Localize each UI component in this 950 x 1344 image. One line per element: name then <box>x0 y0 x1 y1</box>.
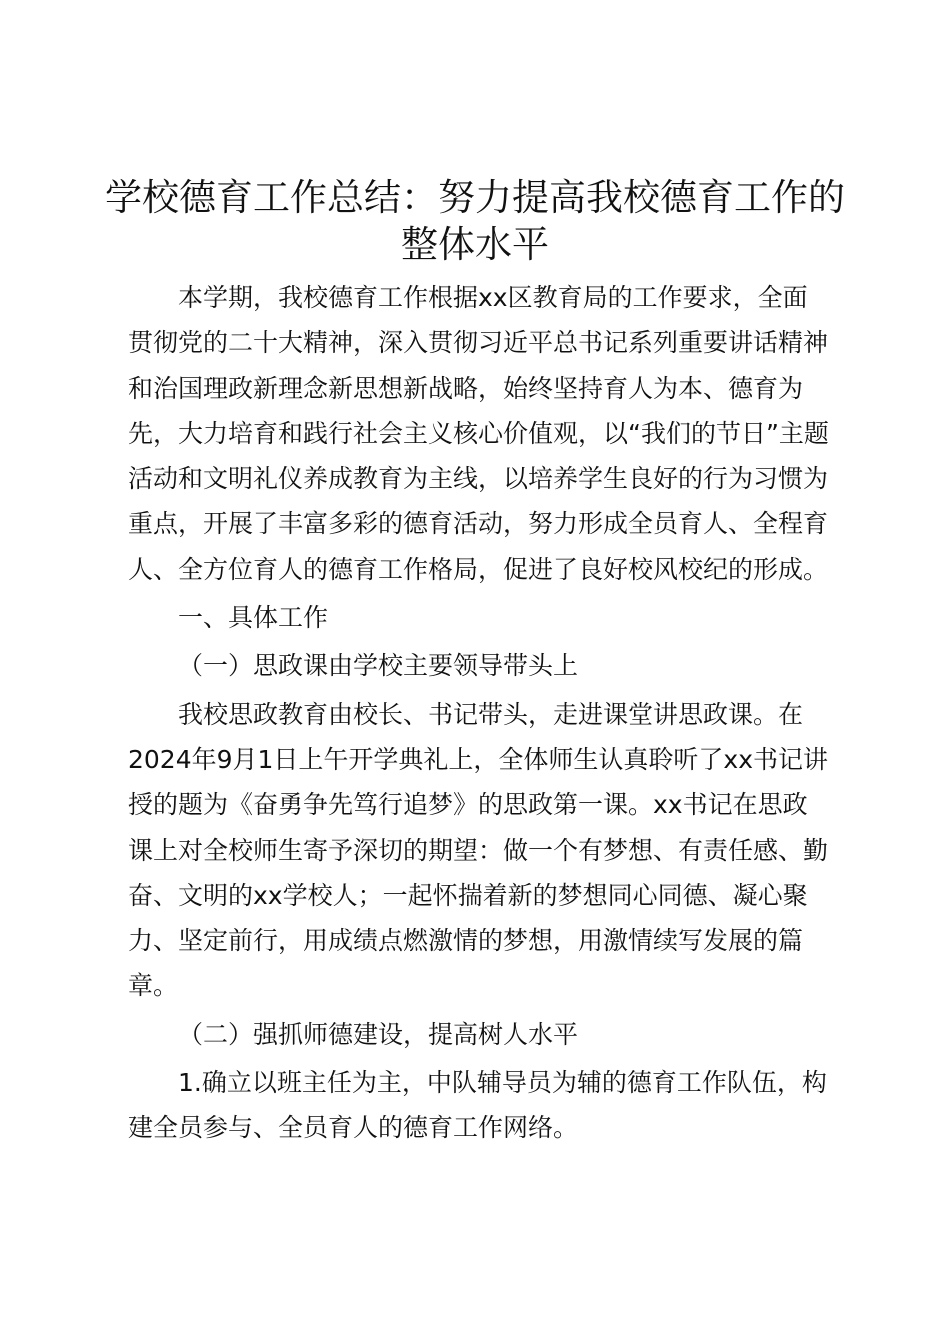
document-body <box>128 275 830 1151</box>
intro-paragraph: 本学期，我校德育工作根据xx区教育局的工作要求，全面贯彻党的二十大精神，深入贯彻习近平总书记系列重要讲话精神和治国理政新理念新思想新战略，始终坚持育人为本、德育为先，大力培育和践行社会主义核心价值观，以“我们的节日”主题活动和文明礼仪养成教育为主线，以培养学生良好的行为习惯为重点，开展了丰富多彩的德育活动，努力形成全员育人、全程育人、全方位育人的德育工作格局，促进了良好校风校纪的形成。 <box>128 283 829 584</box>
subsection-heading-1: （一）思政课由学校主要领导带头上 <box>178 651 579 681</box>
section-heading-specific-work: 一、具体工作 <box>178 603 329 633</box>
document-title-line-2: 整体水平 <box>401 223 549 266</box>
paragraph-ideology-class: 我校思政教育由校长、书记带头，走进课堂讲思政课。在2024年9月1日上午开学典礼上，全体师生认真聆听了xx书记讲授的题为《奋勇争先笃行追梦》的思政第一课。xx书记在思政课上对全校师生寄予深切的期望：做一个有梦想、有责任感、勤奋、文明的xx学校人；一起怀揣着新的梦想同心同德、凝心聚力、坚定前行，用成绩点燃激情的梦想，用激情续写发展的篇章。 <box>128 699 829 1001</box>
document-title-line-1: 学校德育工作总结：努力提高我校德育工作的 <box>105 176 845 219</box>
paragraph-item-1: 1.确立以班主任为主，中队辅导员为辅的德育工作队伍，构建全员参与、全员育人的德育工作网络。 <box>128 1068 827 1143</box>
subsection-heading-2: （二）强抓师德建设，提高树人水平 <box>178 1019 579 1049</box>
